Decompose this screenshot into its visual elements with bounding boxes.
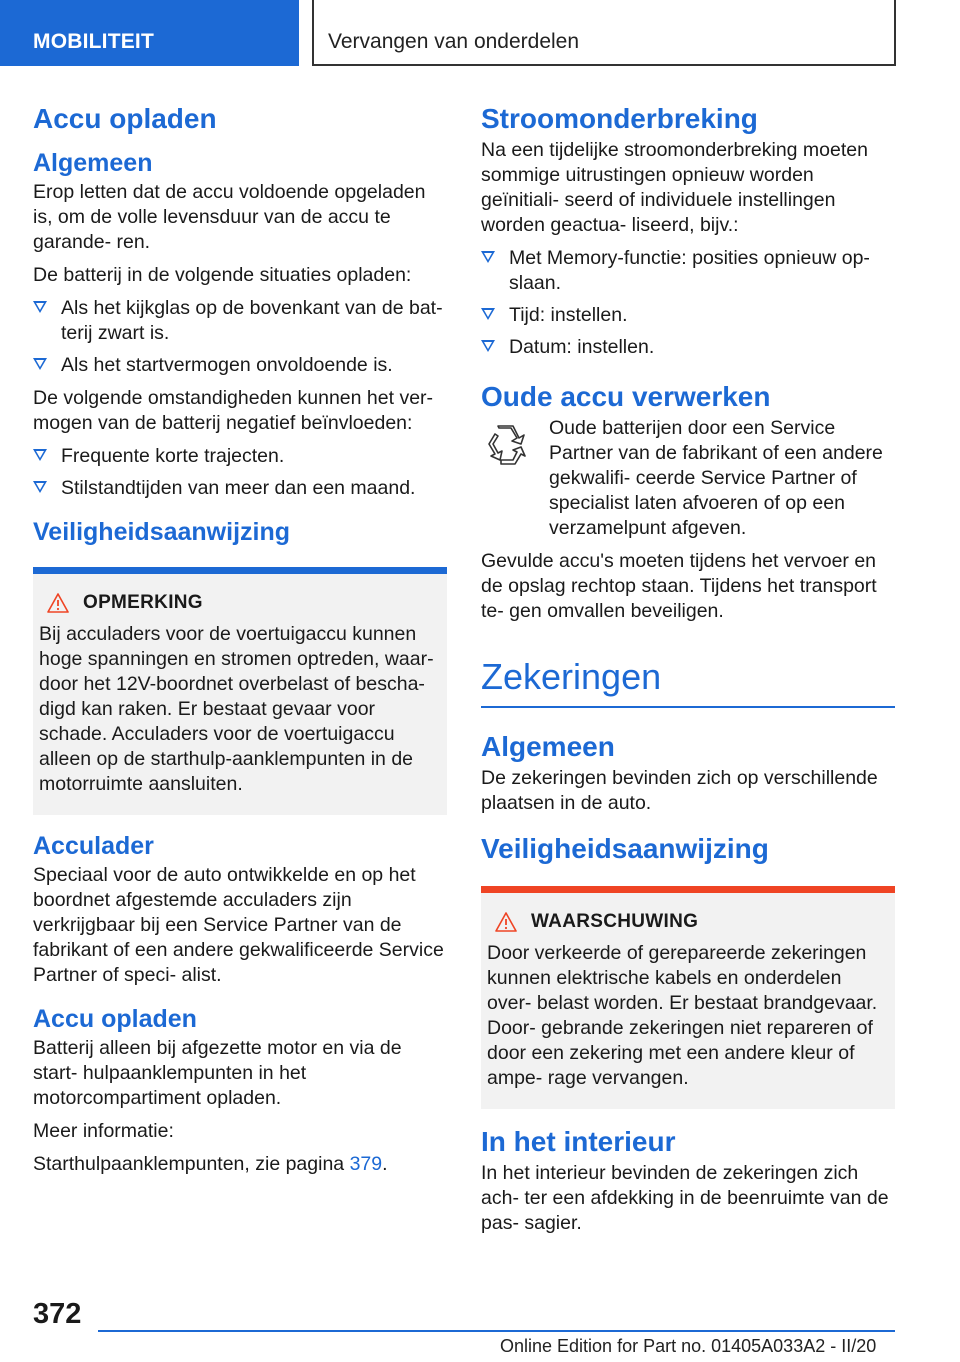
header-chapter-tab bbox=[312, 0, 896, 66]
left-column bbox=[33, 100, 447, 1185]
header-section-label: MOBILITEIT bbox=[33, 30, 154, 53]
triangle-bullet-icon bbox=[33, 481, 47, 493]
triangle-bullet-icon bbox=[33, 358, 47, 370]
list-item: Stilstandtijden van meer dan een maand. bbox=[33, 476, 447, 501]
heading-stroomonderbreking: Stroomonderbreking bbox=[481, 103, 758, 134]
page-number: 372 bbox=[33, 1298, 82, 1330]
heading-accu-opladen: Accu opladen bbox=[33, 1005, 197, 1033]
paragraph: De batterij in de volgende situaties opladen: bbox=[33, 264, 412, 286]
paragraph: Gevulde accu's moeten tijdens het vervoer en de opslag rechtop staan. Tijdens het transport te- gen omvallen beveiligen. bbox=[481, 550, 877, 622]
warning-triangle-icon bbox=[47, 593, 69, 613]
page-reference: Starthulpaanklempunten, zie pagina 379. bbox=[33, 1153, 388, 1175]
footer-divider bbox=[98, 1330, 895, 1332]
heading-algemeen: Algemeen bbox=[33, 149, 153, 177]
bullet-list bbox=[33, 296, 447, 378]
warning-box bbox=[481, 886, 895, 1109]
warning-text: Door verkeerde of gerepareerde zekeringen kunnen elektrische kabels en onderdelen over- belast worden. Er bestaat brandgevaar. Door- gebrande zekeringen niet repareren of door een zekering met een andere kleur of ampe- rage vervangen. bbox=[487, 942, 878, 1089]
header-section-tab bbox=[0, 0, 299, 66]
paragraph: Speciaal voor de auto ontwikkelde en op het boordnet afgestemde acculaders zijn verkrijgbaar bij een Service Partner van de fabrikant of een andere gekwalificeerde Service Partner of speci- alist. bbox=[33, 864, 444, 986]
paragraph: Na een tijdelijke stroomonderbreking moeten sommige uitrustingen opnieuw worden geïnitiali- seerd of individuele instellingen worden geactua- liseerd, bijv.: bbox=[481, 139, 868, 236]
heading-acculader: Acculader bbox=[33, 832, 154, 860]
triangle-bullet-icon bbox=[481, 340, 495, 352]
paragraph: Erop letten dat de accu voldoende opgeladen is, om de volle levensduur van de accu te garande- ren. bbox=[33, 181, 426, 253]
triangle-bullet-icon bbox=[33, 449, 47, 461]
heading-algemeen: Algemeen bbox=[481, 731, 615, 762]
warning-triangle-icon bbox=[495, 912, 517, 932]
triangle-bullet-icon bbox=[481, 251, 495, 263]
heading-veiligheidsaanwijzing: Veiligheidsaanwijzing bbox=[481, 833, 769, 864]
paragraph: In het interieur bevinden de zekeringen zich ach- ter een afdekking in de beenruimte van de pas- sagier. bbox=[481, 1162, 889, 1234]
notice-text: Bij acculaders voor de voertuigaccu kunnen hoge spanningen en stromen optreden, waar- door het 12V-boordnet overbelast of bescha- digd kan raken. Er bestaat gevaar voor schade. Acculaders voor de voertuigaccu alleen op de starthulp-aanklempunten in de motorruimte aansluiten. bbox=[39, 623, 434, 795]
footer-edition: Online Edition for Part no. 01405A033A2 - II/20 bbox=[500, 1336, 877, 1356]
heading-oude-accu-verwerken: Oude accu verwerken bbox=[481, 381, 771, 412]
warning-label: WAARSCHUWING bbox=[531, 911, 699, 932]
bullet-list bbox=[481, 246, 895, 360]
paragraph: Oude batterijen door een Service Partner van de fabrikant of een andere gekwalifi- ceerde Service Partner of specialist laten afvoeren of op een verzamelpunt afgeven. bbox=[549, 417, 883, 539]
chapter-title-zekeringen: Zekeringen bbox=[481, 652, 895, 708]
list-item: Met Memory-functie: posities opnieuw op- slaan. bbox=[481, 246, 895, 296]
heading-in-het-interieur: In het interieur bbox=[481, 1126, 676, 1157]
list-item: Als het kijkglas op de bovenkant van de bat- terij zwart is. bbox=[33, 296, 447, 346]
triangle-bullet-icon bbox=[481, 308, 495, 320]
list-item: Als het startvermogen onvoldoende is. bbox=[33, 353, 447, 378]
paragraph: Batterij alleen bij afgezette motor en via de start- hulpaanklempunten in het motorcompartiment opladen. bbox=[33, 1037, 402, 1109]
list-item: Frequente korte trajecten. bbox=[33, 444, 447, 469]
heading-veiligheidsaanwijzing: Veiligheidsaanwijzing bbox=[33, 518, 291, 546]
paragraph: Meer informatie: bbox=[33, 1120, 174, 1142]
triangle-bullet-icon bbox=[33, 301, 47, 313]
paragraph: De volgende omstandigheden kunnen het ver- mogen van de batterij negatief beïnvloeden: bbox=[33, 387, 434, 434]
paragraph: De zekeringen bevinden zich op verschillende plaatsen in de auto. bbox=[481, 767, 878, 814]
bullet-list bbox=[33, 444, 447, 501]
list-item: Datum: instellen. bbox=[481, 335, 895, 360]
right-column bbox=[481, 100, 895, 1244]
list-item: Tijd: instellen. bbox=[481, 303, 895, 328]
notice-box bbox=[33, 567, 447, 815]
section-title-accu-opladen: Accu opladen bbox=[33, 103, 217, 134]
header-chapter-label: Vervangen van onderdelen bbox=[328, 30, 580, 53]
notice-label: OPMERKING bbox=[83, 592, 203, 613]
disposal-note bbox=[481, 416, 895, 541]
page-link[interactable]: 379 bbox=[349, 1153, 383, 1175]
recycle-icon bbox=[481, 422, 531, 470]
